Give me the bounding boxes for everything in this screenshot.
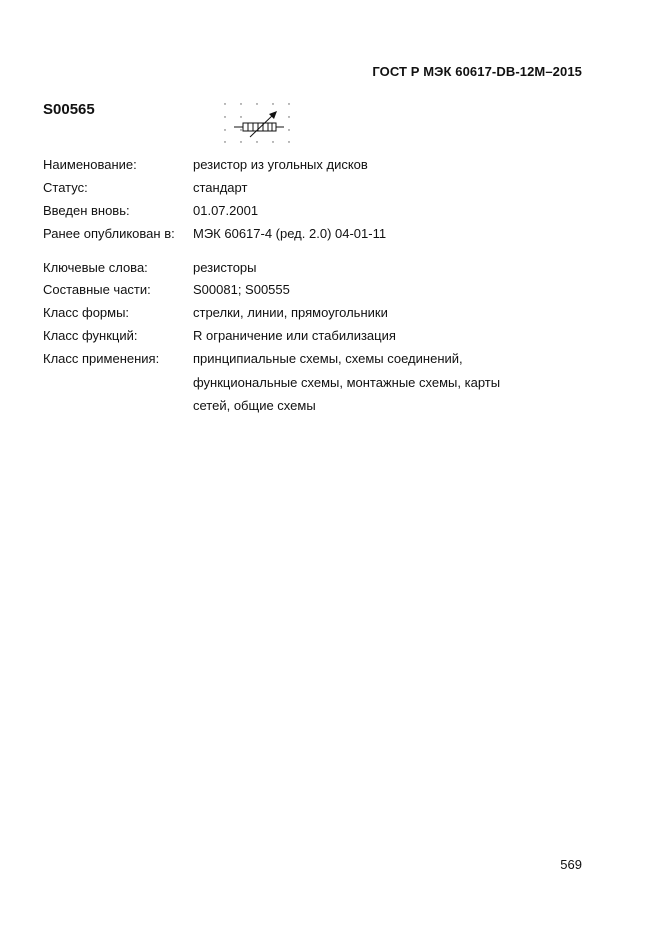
field-value: сетей, общие схемы [193,398,316,413]
field-label: Наименование: [43,157,137,172]
field-label: Составные части: [43,282,151,297]
field-label: Класс применения: [43,351,160,366]
field-value: стандарт [193,180,248,195]
field-value: стрелки, линии, прямоугольники [193,305,388,320]
field-label: Ранее опубликован в: [43,226,175,241]
field-label: Введен вновь: [43,203,130,218]
field-value: S00081; S00555 [193,282,290,297]
field-value: 01.07.2001 [193,203,259,218]
field-value: резистор из угольных дисков [193,157,368,172]
field-label: Класс формы: [43,305,130,320]
field-value: функциональные схемы, монтажные схемы, карты [193,375,501,390]
page-number: 569 [560,857,582,872]
field-label: Статус: [43,180,88,195]
field-label: Ключевые слова: [43,260,148,275]
standard-header: ГОСТ Р МЭК 60617-DB-12M–2015 [372,64,582,79]
field-value: резисторы [193,260,257,275]
symbol-code: S00565 [43,101,95,118]
field-label: Класс функций: [43,328,138,343]
field-value: R ограничение или стабилизация [193,328,396,343]
variable-resistor-carbon-discs-icon [222,100,302,146]
field-value: МЭК 60617-4 (ред. 2.0) 04-01-11 [193,226,387,241]
field-value: принципиальные схемы, схемы соединений, [193,351,463,366]
